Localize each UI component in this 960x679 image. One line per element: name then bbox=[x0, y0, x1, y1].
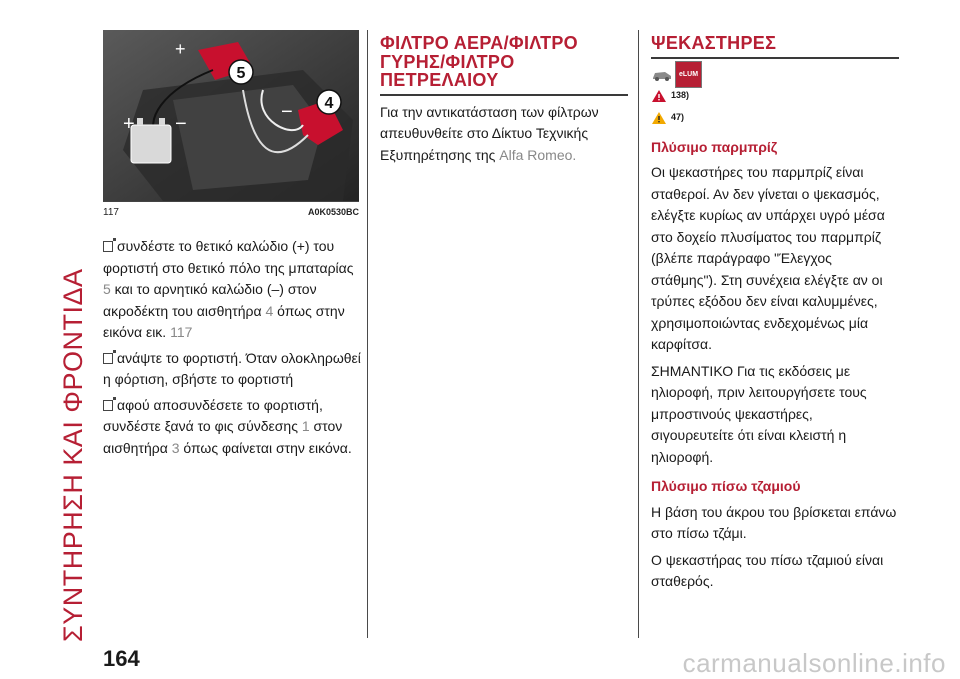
column-2 bbox=[380, 34, 628, 171]
callout-4-label: 4 bbox=[324, 95, 334, 112]
step-1 bbox=[103, 236, 361, 344]
warning-ref-1-label: 138) bbox=[671, 89, 690, 100]
ref-4: 4 bbox=[265, 302, 274, 319]
step-3-text-a: αφού αποσυνδέσετε το φορτιστή, συνδέστε ξανά το φις σύνδεσης bbox=[103, 396, 323, 434]
windscreen-wash-paragraph: Οι ψεκαστήρες του παρμπρίζ είναι σταθεροί. Αν δεν γίνεται ο ψεκασμός, ελέγξτε κυρίως αν υπάρχει υγρό μέσα στο δοχείο πλυσίματος του παρμπρίζ (βλέπε παράγραφο "Έλεγχος στάθμης"). Στη συνέχεια ελέγξτε αν οι τρύπες εξόδου δεν είναι καλυμμένες, χρησιμοποιώντας ενδεχομένως μία καρφίτσα. bbox=[651, 164, 885, 352]
engine-bay-illustration bbox=[103, 30, 359, 201]
step-1-text-c: όπως στην εικόνα εικ. bbox=[103, 302, 345, 340]
ref-1: 1 bbox=[301, 418, 310, 434]
charger-minus-label: − bbox=[175, 113, 187, 135]
page-number: 164 bbox=[103, 646, 140, 671]
heading-rule bbox=[380, 94, 628, 96]
heading-rule bbox=[651, 57, 899, 59]
step-3-text-b: στον αισθητήρα bbox=[103, 418, 343, 456]
checkbox-icon bbox=[103, 241, 113, 252]
step-1-text-a: συνδέστε το θετικό καλώδιο (+) του φορτιστή στο θετικό πόλο της μπαταρίας bbox=[103, 238, 354, 276]
charger-plus-label: + bbox=[123, 113, 135, 135]
windscreen-wash-subheading: Πλύσιμο παρμπρίζ bbox=[651, 138, 778, 155]
side-chapter-title bbox=[36, 40, 96, 640]
washers-heading: ΨΕΚΑΣΤΗΡΕΣ bbox=[651, 33, 777, 53]
figure-code: A0K0530BC bbox=[307, 207, 359, 217]
checkbox-icon bbox=[103, 400, 113, 411]
warning-ref-1 bbox=[651, 85, 899, 107]
filters-heading: ΦΙΛΤΡΟ ΑΕΡΑ/ΦΙΛΤΡΟ ΓΥΡΗΣ/ΦΙΛΤΡΟ ΠΕΤΡΕΛΑΙΟΥ bbox=[380, 33, 578, 90]
caution-icon bbox=[651, 111, 667, 125]
step-2-text: ανάψτε το φορτιστή. Όταν ολοκληρωθεί η φόρτιση, σβήστε το φορτιστή bbox=[103, 349, 361, 387]
side-chapter-title-text: ΣΥΝΤΗΡΗΣΗ ΚΑΙ ΦΡΟΝΤΙΔΑ bbox=[58, 268, 88, 642]
version-badges bbox=[651, 65, 899, 85]
terminal-minus-label: − bbox=[281, 101, 293, 123]
step-3-text-c: όπως φαίνεται στην εικόνα. bbox=[179, 439, 352, 456]
brand-name: Alfa Romeo. bbox=[499, 146, 577, 163]
warning-ref-2 bbox=[651, 107, 899, 129]
figure-number: 117 bbox=[103, 207, 119, 218]
column-1 bbox=[103, 236, 361, 463]
step-3 bbox=[103, 395, 361, 460]
rear-wash-paragraph-2: Ο ψεκαστήρας του πίσω τζαμιού είναι σταθερός. bbox=[651, 551, 884, 589]
step-2 bbox=[103, 348, 361, 391]
battery-charging-photo bbox=[103, 30, 359, 201]
column-divider-2 bbox=[638, 30, 639, 638]
callout-5-label: 5 bbox=[236, 65, 246, 82]
terminal-plus-label: + bbox=[175, 39, 186, 59]
watermark: carmanualsonline.info bbox=[682, 648, 946, 678]
warning-ref-2-label: 47) bbox=[671, 111, 685, 122]
step-1-text-b: και το αρνητικό καλώδιο (–) στον ακροδέκτη του αισθητήρα bbox=[103, 281, 317, 319]
column-3 bbox=[651, 34, 899, 598]
column-divider-1 bbox=[367, 30, 368, 638]
filters-paragraph bbox=[380, 102, 628, 167]
sunroof-note-paragraph: ΣΗΜΑΝΤΙΚΟ Για τις εκδόσεις με ηλιοροφή, πριν λειτουργήσετε τους μπροστινούς ψεκαστήρες, σιγουρευτείτε ότι είναι κλειστή η ηλιοροφή. bbox=[651, 362, 867, 465]
figure-caption-rule bbox=[103, 201, 359, 202]
danger-warning-icon bbox=[651, 89, 667, 103]
charger-icon bbox=[131, 118, 171, 163]
filters-text: Για την αντικατάσταση των φίλτρων απευθυνθείτε στο Δίκτυο Τεχνικής Εξυπηρέτησης της bbox=[380, 103, 599, 163]
ref-5: 5 bbox=[103, 281, 111, 297]
checkbox-icon bbox=[103, 353, 113, 364]
rear-wash-paragraph-1: Η βάση του άκρου του βρίσκεται επάνω στο πίσω τζάμι. bbox=[651, 503, 897, 541]
rear-window-wash-subheading: Πλύσιμο πίσω τζαμιού bbox=[651, 478, 801, 494]
ref-3: 3 bbox=[171, 439, 180, 456]
ref-figure-117[interactable]: 117 bbox=[170, 324, 193, 340]
elum-badge: eLUM bbox=[675, 61, 702, 89]
car-icon bbox=[651, 68, 673, 82]
